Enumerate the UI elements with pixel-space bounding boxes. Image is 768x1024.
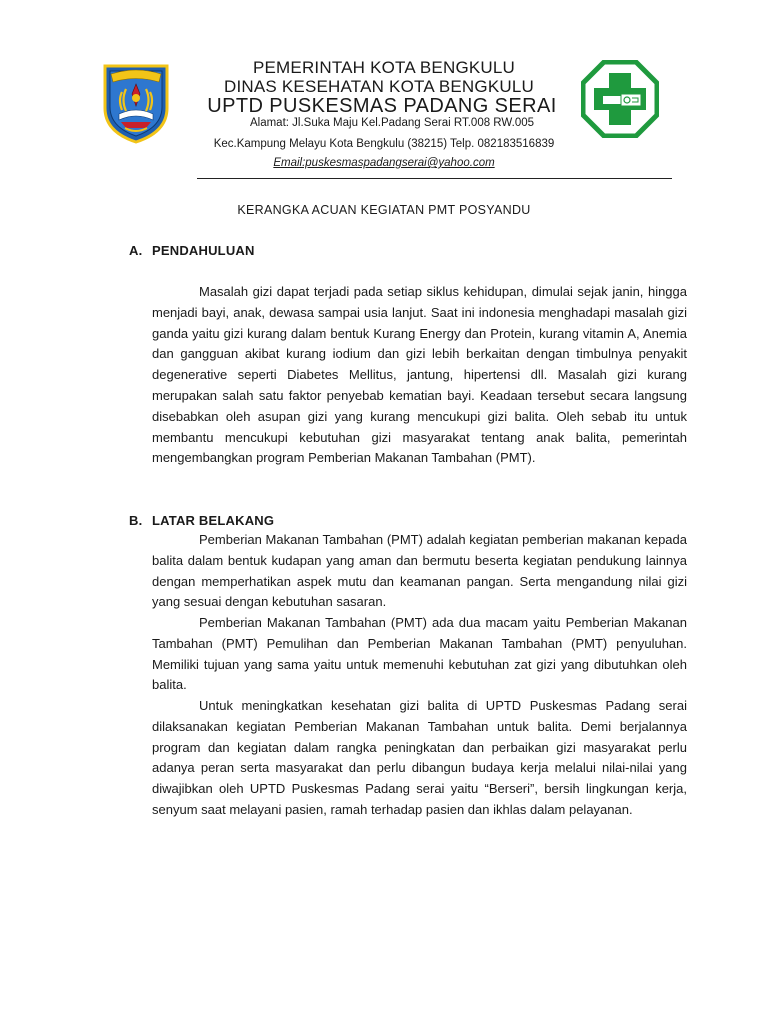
- paragraph-latar-belakang-3: Untuk meningkatkan kesehatan gizi balita di UPTD Puskesmas Padang serai dilaksanakan kegiatan Pemberian Makanan Tambahan untuk balita. Demi berjalannya program dan kegiatan dalam rangka peningkatan dan perbaikan gizi masyarakat perlu adanya peran serta masyarakat dan perlu dibangun budaya kerja melalui nilai-nilai yang diwajibkan oleh UPTD Puskesmas Padang serai yaitu “Berseri”, bersih lingkungan kerja, senyum saat melayani pasien, ramah terhadap pasien dan ikhlas dalam pelayanan.: [152, 698, 687, 817]
- letterhead-department: DINAS KESEHATAN KOTA BENGKULU: [224, 77, 534, 96]
- paragraph-latar-belakang-1: Pemberian Makanan Tambahan (PMT) adalah kegiatan pemberian makanan kepada balita dalam bentuk kudapan yang aman dan bermutu beserta kegiatan pendukung lainnya dengan memperhatikan aspek mutu dan keamanan pangan. Serta mengandung nilai gizi yang sesuai dengan kebutuhan sasaran.: [152, 532, 687, 610]
- section-heading-latar-belakang: [129, 513, 274, 528]
- document-title: KERANGKA ACUAN KEGIATAN PMT POSYANDU: [237, 203, 531, 217]
- paragraph-latar-belakang-2: Pemberian Makanan Tambahan (PMT) ada dua macam yaitu Pemberian Makanan Tambahan (PMT) Pemulihan dan Pemberian Makanan Tambahan (PMT) penyuluhan. Memiliki tujuan yang sama yaitu untuk memenuhi kebutuhan zat gizi yang dibutuhkan oleh balita.: [152, 615, 687, 693]
- letterhead-unit: UPTD PUSKESMAS PADANG SERAI: [207, 95, 557, 117]
- letterhead-address-line2: Kec.Kampung Melayu Kota Bengkulu (38215) Telp. 082183516839: [213, 138, 555, 150]
- letterhead-divider: [197, 178, 672, 179]
- letterhead-email: Email:puskesmaspadangserai@yahoo.com: [273, 157, 495, 169]
- section-letter: A.: [129, 243, 143, 258]
- letterhead-government: PEMERINTAH KOTA BENGKULU: [252, 58, 516, 77]
- letterhead-address-line1: Alamat: Jl.Suka Maju Kel.Padang Serai RT.008 RW.005: [249, 117, 535, 129]
- section-title: LATAR BELAKANG: [152, 513, 275, 528]
- section-heading-pendahuluan: [129, 243, 255, 258]
- paragraph-pendahuluan-1: Masalah gizi dapat terjadi pada setiap siklus kehidupan, dimulai sejak janin, hingga menjadi bayi, anak, dewasa sampai usia lanjut. Saat ini indonesia menghadapi masalah gizi ganda yaitu gizi kurang dalam bentuk Kurang Energy dan Protein, kurang vitamin A, Anemia dan gangguan akibat kurang iodium dan gizi lebih berkaitan dengan timbulnya penyakit degenerative seperti Diabetes Mellitus, jantung, hipertensi dll. Masalah gizi kurang merupakan salah satu faktor penyebab kematian bayi. Keadaan tersebut secara langsung disebabkan oleh asupan gizi yang kurang mencukupi gizi balita. Oleh sebab itu untuk membantu mencukupi kebutuhan gizi masyarakat tentang anak balita, pemerintah mengembangkan program Pemberian Makanan Tambahan (PMT).: [152, 284, 687, 466]
- section-title: PENDAHULUAN: [152, 243, 255, 258]
- section-letter: B.: [129, 513, 143, 528]
